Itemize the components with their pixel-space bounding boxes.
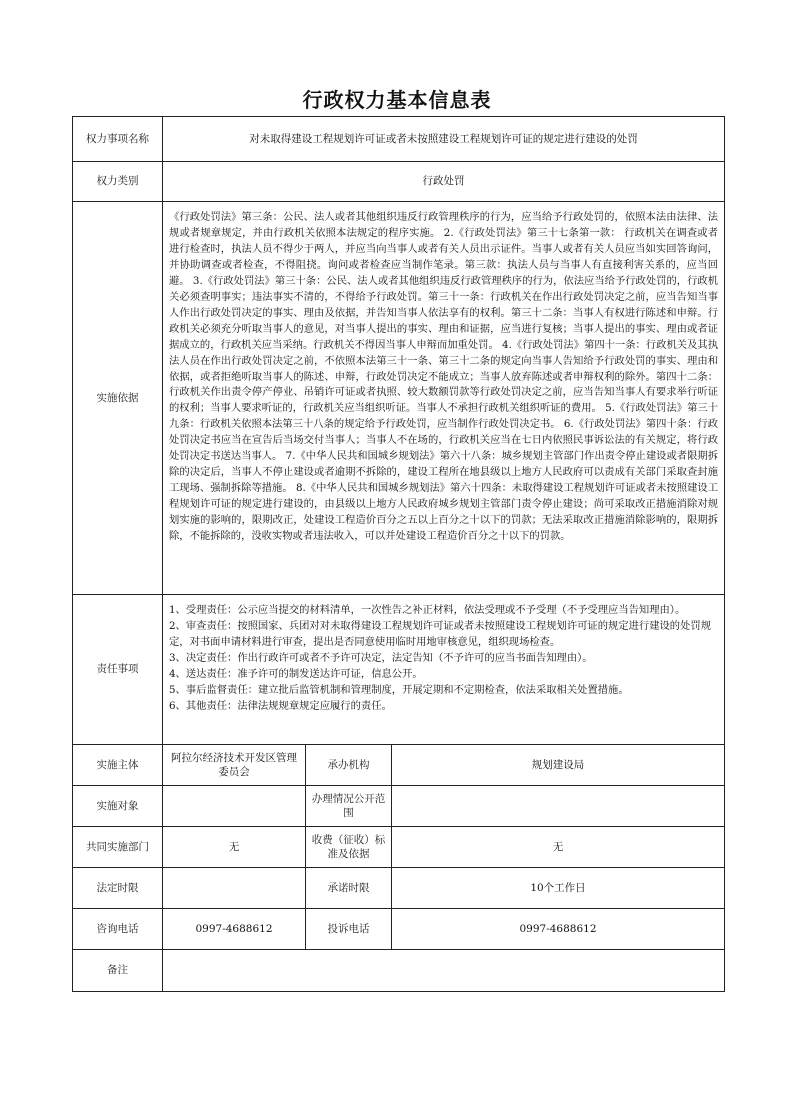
- consult-phone-label: 咨询电话: [73, 909, 163, 950]
- complaint-phone-value: 0997-4688612: [392, 909, 725, 950]
- row-power-type: [73, 162, 725, 202]
- duty-item: 2、审查责任：按照国家、兵团对对未取得建设工程规划许可证或者未按照建设工程规划许可证的规定进行建设的处罚规定，对书面申请材料进行审查，提出是否同意使用临时用地审核意见，组织现场检查。: [169, 619, 711, 648]
- power-name-value: 对未取得建设工程规划许可证或者未按照建设工程规划许可证的规定进行建设的处罚: [163, 117, 725, 162]
- object-label: 实施对象: [73, 786, 163, 827]
- duty-item: 4、送达责任：准予许可的制发送达许可证，信息公开。: [169, 667, 423, 680]
- duty-item: 1、受理责任：公示应当提交的材料清单，一次性告之补正材料，依法受理或不予受理（不予受理应当告知理由）。: [169, 604, 686, 616]
- power-name-label: 权力事项名称: [73, 117, 163, 162]
- info-table: [72, 116, 725, 992]
- row-duty: [73, 595, 725, 745]
- disclosure-value: [392, 786, 725, 827]
- remark-label: 备注: [73, 950, 163, 992]
- duty-label: 责任事项: [73, 595, 163, 745]
- row-remark: [73, 950, 725, 992]
- power-type-value: 行政处罚: [163, 162, 725, 202]
- row-basis: [73, 202, 725, 595]
- subject-label: 实施主体: [73, 745, 163, 786]
- row-dept: [73, 827, 725, 868]
- page-title: 行政权力基本信息表: [302, 88, 492, 112]
- basis-text: 《行政处罚法》第三条：公民、法人或者其他组织违反行政管理秩序的行为，应当给予行政处罚的，依照本法由法律、法规或者规章规定，并由行政机关依照本法规定的程序实施。 2.《行政处罚法》第三十七条第一款： 行政机关在调查或者进行检查时，执法人员不得少于两人，并应当向当事人或者有关人员出示证件。当事人或者有关人员应当如实回答询问，并协助调查或者检查，不得阻挠。询问或者检查应当制作笔录。第三款：执法人员与当事人有直接利害关系的，应当回避。 3.《行政处罚法》第三十条：公民、法人或者其他组织违反行政管理秩序的行为，依法应当给予行政处罚的，行政机关必须查明事实；违法事实不清的，不得给予行政处罚。第三十一条：行政机关在作出行政处罚决定之前，应当告知当事人作出行政处罚决定的事实、理由及依据，并告知当事人依法享有的权利。第三十二条：当事人有权进行陈述和申辩。行政机关必须充分听取当事人的意见，对当事人提出的事实、理由和证据，应当进行复核；当事人提出的事实、理由或者证据成立的，行政机关应当采纳。行政机关不得因当事人申辩而加重处罚。 4.《行政处罚法》第四十一条：行政机关及其执法人员在作出行政处罚决定之前，不依照本法第三十一条、第三十二条的规定向当事人告知给予行政处罚的事实、理由和依据，或者拒绝听取当事人的陈述、申辩，行政处罚决定不能成立；当事人放弃陈述或者申辩权利的除外。第四十二条：行政机关作出责令停产停业、吊销许可证或者执照、较大数额罚款等行政处罚决定之前，应当告知当事人有要求举行听证的权利；当事人要求听证的，行政机关应当组织听证。当事人不承担行政机关组织听证的费用。 5.《行政处罚法》第三十九条：行政机关依照本法第三十八条的规定给予行政处罚，应当制作行政处罚决定书。 6.《行政处罚法》第四十条：行政处罚决定书应当在宣告后当场交付当事人；当事人不在场的，行政机关应当在七日内依照民事诉讼法的有关规定，将行政处罚决定书送达当事人。 7.《中华人民共和国城乡规划法》第六十八条：城乡规划主管部门作出责令停止建设或者限期拆除的决定后，当事人不停止建设或者逾期不拆除的，建设工程所在地县级以上地方人民政府可以责成有关部门采取查封施工现场、强制拆除等措施。 8.《中华人民共和国城乡规划法》第六十四条：未取得建设工程规划许可证或者未按照建设工程规划许可证的规定进行建设的，由县级以上地方人民政府城乡规划主管部门责令停止建设；尚可采取改正措施消除对规划实施的影响的，限期改正，处建设工程造价百分之五以上百分之十以下的罚款；无法采取改正措施消除影响的，限期拆除，不能拆除的，没收实物或者违法收入，可以并处建设工程造价百分之十以下的罚款。: [163, 202, 725, 595]
- dept-label: 共同实施部门: [73, 827, 163, 868]
- duty-item: 3、决定责任：作出行政许可或者不予许可决定，法定告知（不予许可的应当书面告知理由）。: [169, 651, 593, 664]
- duty-item: 5、事后监督责任：建立批后监管机制和管理制度，开展定期和不定期检查，依法采取相关处置措施。: [169, 683, 629, 696]
- consult-phone-value: 0997-4688612: [163, 909, 306, 950]
- row-time: [73, 868, 725, 909]
- row-object: [73, 786, 725, 827]
- legal-time-label: 法定时限: [73, 868, 163, 909]
- row-subject: [73, 745, 725, 786]
- fee-value: 无: [392, 827, 725, 868]
- agency-value: 规划建设局: [392, 745, 725, 786]
- legal-time-value: [163, 868, 306, 909]
- duty-list: [163, 595, 725, 745]
- disclosure-label: 办理情况公开范围: [306, 786, 392, 827]
- object-value: [163, 786, 306, 827]
- basis-label: 实施依据: [73, 202, 163, 595]
- row-phone: [73, 909, 725, 950]
- duty-item: 6、其他责任：法律法规规章规定应履行的责任。: [169, 699, 392, 712]
- complaint-phone-label: 投诉电话: [306, 909, 392, 950]
- subject-value: 阿拉尔经济技术开发区管理委员会: [163, 745, 306, 786]
- fee-label: 收费（征收）标准及依据: [306, 827, 392, 868]
- promise-time-value: 10个工作日: [392, 868, 725, 909]
- agency-label: 承办机构: [306, 745, 392, 786]
- power-type-label: 权力类别: [73, 162, 163, 202]
- row-power-name: [73, 117, 725, 162]
- dept-value: 无: [163, 827, 306, 868]
- remark-value: [163, 950, 725, 992]
- promise-time-label: 承诺时限: [306, 868, 392, 909]
